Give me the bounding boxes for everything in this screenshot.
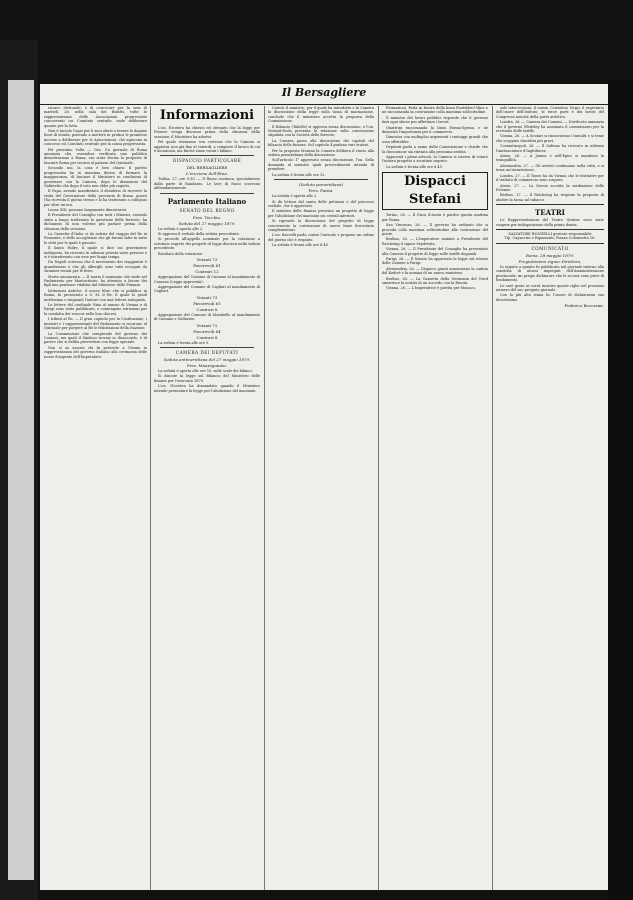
column-5 <box>496 106 604 890</box>
article-paragraph: sale intercessioni, il comm. Cristoforo Negri, il segretario dell'onore dell'Istituto; le terze parti è dei lavori del Congresso nonché della parte artistica. <box>496 106 604 119</box>
article-paragraph: Il Bilancio (Tabelle) si approva senza discussione, e l'on. Seismit-Doda presenta la relazione sulla convenzione stipulata con la Società delle ferrovie. <box>268 124 374 138</box>
column-rule <box>264 106 265 890</box>
section-divider <box>274 179 368 180</box>
article-paragraph: In seguito a quanto fu pubblicato nel giornale intorno alla condotta di alcuni impiegati dell'Amministrazione provinciale, mi pregio dichiarare che le accuse sono prive di fondamento. <box>496 264 604 283</box>
article-paragraph: Non si sa ancora chi fu presente a Vienna in rappresentanza del governo italiano alla cerimonia delle nozze d'argento dell'Imperatore. <box>44 345 147 359</box>
article-paragraph: Leone XIII, possono largamente dimostrarsi. <box>48 207 128 212</box>
comunicato-heading: COMUNICATO <box>531 245 569 251</box>
vote-line: Favorevoli 64 <box>193 328 221 334</box>
article-paragraph: Morte annunciata. — Il morto il nominato che siede nel Parlamento per Montecitorio, ha ottenuto a favore dei figli una pensione vitalizia dal Ministero delle Finanze. <box>44 274 147 288</box>
scan-right-edge <box>608 80 633 900</box>
sitting-date: Seduta del 27 maggio 1879. <box>178 220 236 226</box>
article-paragraph: L'on. Nicotera ha domandato quando il Ministero intende presentare la legge per l'abolizione del macinato. <box>154 384 260 393</box>
column-rule <box>150 106 151 890</box>
article-paragraph: Aggregazione del Comune di Cassano al mandamento di Cassano (Legge approvata). <box>154 275 260 284</box>
article-paragraph: La Camera passa alla discussione dei capitoli del bilancio delle finanze. Sul capitolo 4 parlano vari oratori. <box>268 138 374 148</box>
article-paragraph: Vienna, 26. — A Scutari si rinnovarono i tumulti e si teme che scoppino disordini più gravi. <box>496 134 604 143</box>
article-paragraph: Risultato della votazione: <box>158 251 203 256</box>
letter-salutation: Pregiatissimo signor Direttore, <box>518 258 582 264</box>
article-paragraph: La seduta è aperta alle ore 10, sulle scale dei bilanci. <box>158 368 253 373</box>
article-paragraph: Il Papa, avendo manifestato il desiderio di ricevere la visita del Governatore della provincia di Roma, questi l'ha ricevuta il giorno stesso e lo ha trattenuto a colloquio per oltre un'ora. <box>44 189 147 207</box>
vote-line: Votanti 73 <box>196 294 218 300</box>
article-paragraph: Il ministro dei lavori pubblici risponde che il governo farà ogni sforzo per affrettare i lavori. <box>382 115 488 125</box>
president-line: Pres. Tecchio. <box>192 214 222 220</box>
article-paragraph: La Commissione che comprende del governo dei Comuni, nei quali il Sindaco trovasi in disaccordo, è di parere che si debba provvedere con legge speciale. <box>44 331 147 345</box>
article-paragraph: Si procede all'appello nominale per la votazione a scrutinio segreto dei progetti di legge discussi nella seduta precedente. <box>154 237 260 251</box>
article-paragraph: Pel prossimo Volta — Ora. Un giornale di Roma annunzia che, essendosi verificata una pubblica dimostrazione a Roma, era stata decisa la proposta di lasciare Roma per recarsi al palazzo del Quirinale. <box>44 147 147 165</box>
vote-line: Contrari 12 <box>195 269 219 275</box>
article-paragraph: La seduta è aperta alle 2. <box>158 226 204 231</box>
article-paragraph: Con la più alta stima ho l'onore di dichiararmi suo devotissimo. <box>496 293 604 302</box>
column-3 <box>268 106 374 890</box>
article-paragraph: Si riprende la discussione del progetto di legge concernente la costruzione di nuove linee ferroviarie complementari. <box>268 219 374 232</box>
section-divider <box>496 243 604 244</box>
dispatch-item: Torino, 26. — Il Duca d'Aosta è partito questa mattina per Roma. <box>382 213 488 222</box>
article-paragraph: Si discute la legge sul Bilancio del Ministero delle finanze per l'esercizio 1879. <box>154 374 260 383</box>
article-paragraph: Approvati i primi articoli, la Camera si riserva di votare l'intiero progetto a scrutinio segreto. <box>382 155 488 164</box>
article-paragraph: Per la proposta Morana la Camera delibera il rinvio alla seduta pomeridiana della discussione. <box>268 148 374 158</box>
article-paragraph: Dimostra con molteplici argomenti i vantaggi grandi che essa offrirebbe. <box>382 135 488 144</box>
section-divider <box>160 193 254 194</box>
article-paragraph: La seduta è levata alle ore 12. <box>272 172 326 177</box>
column-rule <box>378 106 379 890</box>
stefani-heading: Dispacci Stefani <box>382 172 488 210</box>
section-divider <box>160 155 254 156</box>
article-paragraph: La seduta è levata alle ore 5. <box>158 340 210 345</box>
masthead <box>40 84 608 105</box>
article-paragraph: Le sarò grato se vorrà inserire queste righe nel prossimo numero del suo pregiato giornale. <box>496 283 604 292</box>
printer-line: Tip. Capaccini e Ripamonti, Piazza Colonnetta 16. <box>504 236 596 241</box>
dispatch-item: Alessandria, 26. — Dispacci giunti annunziano la caduta del Kedivè e la nomina di un nuovo ministero. <box>382 266 488 276</box>
dispatch-item: Berlino, 26. — La Gazzetta della Germania del Nord smentisce la notizia di un accordo con la Russia. <box>382 276 488 285</box>
masthead-title: Il Bersagliere <box>281 86 367 99</box>
article-paragraph: Istituzioni Antiche, il nuovo libro che si pubblica in Roma, fu presentato a S. M. il Re, il quale lo gradì moltissimo e ringraziò l'autore con una lettera autografa. <box>44 288 147 302</box>
article-paragraph: L'on. Baccelli parla contro l'articolo e propone un ordine del giorno che è respinto. <box>268 233 374 242</box>
letter-signature: Federico Baccarini. <box>564 303 604 309</box>
article-paragraph: Deputati parla a nome della Commissione e chiede che la discussione sia rinviata alla prossima seduta. <box>382 145 488 154</box>
article-paragraph: Sull'articolo 1° approvato senza discussione, l'on. Sella domanda al ministro quali provvedimenti intenda di prendere. <box>268 158 374 172</box>
teatri-heading: TEATRI <box>535 208 565 218</box>
article-paragraph: Formazioni. Parla in favore della linea Pontebba-Udine e ne raccomanda la costruzione colla massima sollecitudine. <box>382 106 488 115</box>
president-line: Pres. Maurogonato. <box>186 362 228 368</box>
adjacent-page-edge <box>8 80 34 880</box>
letter-date: Roma, 28 maggio 1879. <box>525 252 575 258</box>
column-4 <box>382 106 488 890</box>
article-paragraph: La seduta è levata alle ore 6.40. <box>272 243 329 248</box>
section-divider <box>496 229 604 230</box>
article-paragraph: Il Presidente del Consiglio con tutti i Ministri, essendo stata a lungo trattenuta la questione delle ferrovie, ha dichiarato di non volerne più parlare prima della chiusura della sessione. <box>44 213 147 231</box>
vote-line: Votanti 73 <box>196 257 218 263</box>
informazioni-heading: Informazioni <box>159 108 255 123</box>
section-divider <box>496 204 604 205</box>
sitting-date: Seduta antimeridiana del 27 maggio 1879. <box>163 356 251 362</box>
senate-heading: SENATO DEL REGNO <box>179 207 235 213</box>
article-paragraph: Quattrini raccomanda la linea Parma-Spezia, e ne dimostra l'importanza per il commercio. <box>382 125 488 135</box>
article-paragraph: Secondo noi, la cosa è ben chiara: il partito progressista ha in massima deciso di formare la maggioranza, di lasciare il Ministero in condizioni di governare con la Camera, dopo le dimissioni del Gabinetto che dopo il voto non ebbe più seguito. <box>44 166 147 188</box>
article-paragraph: Le lettere del cardinale Nina al nunzio di Vienna e di Parigi sono state pubblicate, e contengono istruzioni per la condotta dei vescovi nelle loro diocesi. <box>44 303 147 316</box>
newspaper-page <box>40 84 608 890</box>
columns <box>40 106 608 890</box>
article-paragraph: Alessandria, 27. — Gli arresti continuano nella città, e si teme un'insurrezione. <box>496 163 604 173</box>
dispatch-line: L'eruzione dell'Etna. <box>186 171 228 177</box>
article-paragraph: L'on. Nicotera ha chiesto ed ottenuto che la legge per Firenze venga discussa prima della chiusura della sessione; il Ministero ha aderito. <box>154 126 260 139</box>
article-paragraph: Costantinopoli, 26. — Il Sultano ha ricevuto in udienza l'ambasciatore d'Inghilterra. <box>496 144 604 153</box>
article-paragraph: Londra, 26. — Camera dei Comuni. — Northcote annunzia che il governo Whiteley ha nominato il commissario per la revisione delle tariffe. <box>496 120 604 134</box>
article-paragraph: Da Napoli scrivono che il movimento dei viaggiatori è grandissimo e che gli alberghi sono tutti occupati da stranieri venuti per le feste. <box>44 260 147 274</box>
article-paragraph: Aggregazione del Comune di Mombello al mandamento di Cassano e Gallarate. <box>154 312 260 322</box>
dispatch-item: Vienna, 26. — L'Imperatrice è partita per Monaco. <box>386 286 476 291</box>
dispatch-title: DISPACCIO PARTICOLARE <box>172 158 242 164</box>
editor-line: SALVATORE BONZELLI gerente responsabile <box>508 231 592 236</box>
column-2 <box>154 106 260 890</box>
article-paragraph: Aggregazione del Comune di Cagliari al mandamento di Cagliari. <box>154 284 260 294</box>
column-rule <box>492 106 493 890</box>
vote-line: Contrari 8 <box>196 334 218 340</box>
article-paragraph: Berlino, 27. — Il Reichstag ha respinto la proposta di abolire la tassa sul tabacco. <box>496 193 604 202</box>
vote-line: Votanti 72 <box>196 322 218 328</box>
vote-line: Contrari 8 <box>196 306 218 312</box>
parliament-heading: Parlamento Italiano <box>167 196 247 206</box>
article-paragraph: La seduta è aperta alle 2. <box>272 194 318 199</box>
dispatch-item: Parigi, 26. — Il Senato ha approvato la legge sul ritorno delle Camere a Parigi. <box>382 256 488 266</box>
article-paragraph: Si approva il verbale della seduta precedente. <box>158 232 240 237</box>
article-paragraph: Londra, 27. — Il Times ha da Vienna che le trattative per il trattato di commercio sono sospese. <box>496 173 604 183</box>
chamber-heading: CAMERA DEI DEPUTATI <box>175 349 239 355</box>
dispatch-item: San Vincenzo, 26. — Il governo ha ordinato che si proceda colla massima sollecitudine alla costruzione del ponte. <box>382 223 488 236</box>
section-divider <box>160 347 254 348</box>
article-paragraph: Cairoli, il ministro, per il quale ha introdotto e la Camera la discussione della legge sulla tassa di macinazione, conclude che il ministero accetta la proposta della Commissione. <box>268 106 374 124</box>
article-paragraph: Si dà lettura del sunto delle petizioni e del processo verbale, che è approvato. <box>268 199 374 208</box>
dispatch-body: Trabia, 27, ore 9.50. — Il flusso continua, specialmente dalla parte di Randazzo. Le lave di fuoco scorrono abbondantemente. <box>154 177 260 191</box>
president-line: Pres. Farini. <box>308 188 334 194</box>
article-paragraph: La Gazzetta d'Italia ci da notizia del viaggio del Re in Piemonte, e delle accoglienze che gli furono fatte in tutte le città per le quali è passato. <box>44 231 147 245</box>
dispatch-item: Berlino, 26. — L'Imperatore nominò a Presidente del Reichstag il signor Seydewitz. <box>382 237 488 246</box>
article-paragraph: ricorso elettorale: e di convocare per la sera di martedì, 28, nella sala dei Ridotti, tutte le rappresentanze delle Associazioni progressiste concorrenti coi Comitato centrale, onde deliberare quanto per la lotta. <box>44 106 147 128</box>
article-paragraph: Pel quale riteniamo con certezza che la Camera si aggiorni, non già fino al venerdì, a compiere il lavoro di cui è incaricata, ma finchè siano votati i bilanci. <box>154 140 260 154</box>
article-paragraph: Il Santo Padre, il quale si dice sia gravemente indisposto, ha ricevuto in udienza privata varie persone e si è intrattenuto con esse per lungo tempo. <box>44 246 147 259</box>
scan-left-strip <box>0 40 38 900</box>
column-1 <box>44 106 147 890</box>
article-paragraph: Non è taciuto l'agio per li suoi sforzi a tenere le dogane fuori di strada, ponendo a mettere in pratica le promesse incorse a deliberare per le Associazioni, che agiscono in concorso col Comitato centrale per la causa progressista. <box>44 129 147 147</box>
article-paragraph: Atene, 26. — A Janina e nell'Epiro si mantiene la tranquillità. <box>496 154 604 163</box>
dispatch-subtitle: DEL BERSAGLIERE <box>186 165 228 171</box>
sitting-title: (Seduta pomeridiana) <box>298 182 344 188</box>
article-paragraph: I tributi al Re. — Il gran capitolo per la Costituzione, i ministri e i rappresentanti del Parlamento si recarono al Quirinale per porgere al Re le felicitazioni della Nazione. <box>44 317 147 331</box>
article-paragraph: Il ministro delle finanze presenta un progetto di legge per l'abolizione del macinato sui cereali inferiori. <box>268 209 374 218</box>
dispatch-item: Vienna, 26. — Il Presidente del Consiglio ha presentato alla Camera il progetto di legge sulle tariffe doganali. <box>382 247 488 256</box>
article-paragraph: Le Rappresentazioni del Teatro Quirino sono state sospese per indisposizione della prima donna. <box>496 218 604 227</box>
vote-line: Favorevoli 65 <box>193 300 221 306</box>
vote-line: Favorevoli 61 <box>193 263 221 269</box>
article-paragraph: Atene, 27. — La Grecia accetta la mediazione delle Potenze. <box>496 183 604 192</box>
article-paragraph: La seduta è levata alle ore 6.45. <box>386 164 443 169</box>
